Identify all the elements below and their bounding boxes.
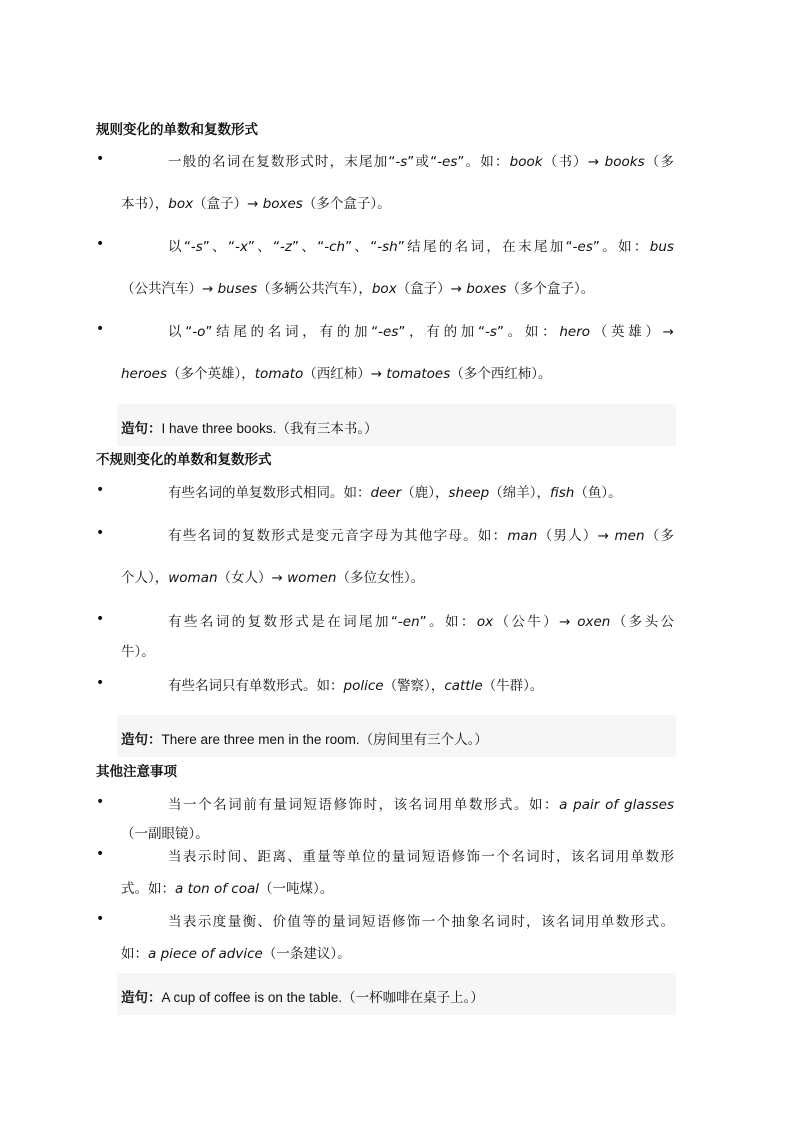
bullet: • xyxy=(96,321,105,337)
list-item-line: 个人），woman（女人）→ women（多位女性）。 xyxy=(121,570,425,586)
list-item-line: 以“-o”结尾的名词，有的加“-es”，有的加“-s”。如：hero（英雄）→ xyxy=(168,324,674,340)
list-item-line: 有些名词的复数形式是变元音字母为其他字母。如：man（男人）→ men（多 xyxy=(168,528,675,544)
section-title-regular: 规则变化的单数和复数形式 xyxy=(96,122,258,138)
bullet: • xyxy=(96,911,105,927)
example-sentence-box xyxy=(117,973,676,1015)
list-item-line: 当一个名词前有量词短语修饰时，该名词用单数形式。如：a pair of glasses xyxy=(168,797,675,813)
list-item-line: 如：a piece of advice（一条建议）。 xyxy=(121,946,351,962)
section-title-notes: 其他注意事项 xyxy=(96,764,177,780)
bullet: • xyxy=(96,794,105,810)
bullet: • xyxy=(96,675,105,691)
example-sentence: 造句：A cup of coffee is on the table.（一杯咖啡在桌子上。） xyxy=(121,990,484,1006)
list-item-line: 有些名词只有单数形式。如：police（警察），cattle（牛群）。 xyxy=(168,678,544,694)
list-item-line: 有些名词的单复数形式相同。如：deer（鹿），sheep（绵羊），fish（鱼）。 xyxy=(168,485,622,501)
bullet: • xyxy=(96,846,105,862)
bullet: • xyxy=(96,482,105,498)
list-item-line: 牛）。 xyxy=(121,644,155,660)
bullet: • xyxy=(96,525,105,541)
list-item-line: 有些名词的复数形式是在词尾加“-en”。如：ox（公牛）→ oxen（多头公 xyxy=(168,614,675,630)
section-title-irregular: 不规则变化的单数和复数形式 xyxy=(96,452,272,468)
bullet: • xyxy=(96,236,105,252)
list-item-line: 一般的名词在复数形式时，末尾加“-s”或“-es”。如：book（书）→ books（多 xyxy=(168,154,674,170)
bullet: • xyxy=(96,151,105,167)
list-item-line: 式。如：a ton of coal（一吨煤）。 xyxy=(121,881,334,897)
example-sentence-box xyxy=(117,715,676,757)
list-item-line: 本书），box（盒子）→ boxes（多个盒子）。 xyxy=(121,196,391,212)
list-item-line: 当表示时间、距离、重量等单位的量词短语修饰一个名词时，该名词用单数形 xyxy=(168,849,674,865)
list-item-line: 以“-s”、“-x”、“-z”、“-ch”、“-sh”结尾的名词，在末尾加“-es”。如：bus xyxy=(168,239,674,255)
example-sentence: 造句：I have three books.（我有三本书。） xyxy=(121,421,378,437)
list-item-line: heroes（多个英雄），tomato（西红柿）→ tomatoes（多个西红柿）。 xyxy=(121,366,552,382)
list-item-line: 当表示度量衡、价值等的量词短语修饰一个抽象名词时，该名词用单数形式。 xyxy=(168,914,674,930)
list-item-line: （公共汽车）→ buses（多辆公共汽车），box（盒子）→ boxes（多个盒子）。 xyxy=(121,281,595,297)
list-item-line: （一副眼镜）。 xyxy=(121,826,209,842)
bullet: • xyxy=(96,611,105,627)
example-sentence: 造句：There are three men in the room.（房间里有三个人。） xyxy=(121,732,488,748)
example-sentence-box xyxy=(117,404,676,446)
